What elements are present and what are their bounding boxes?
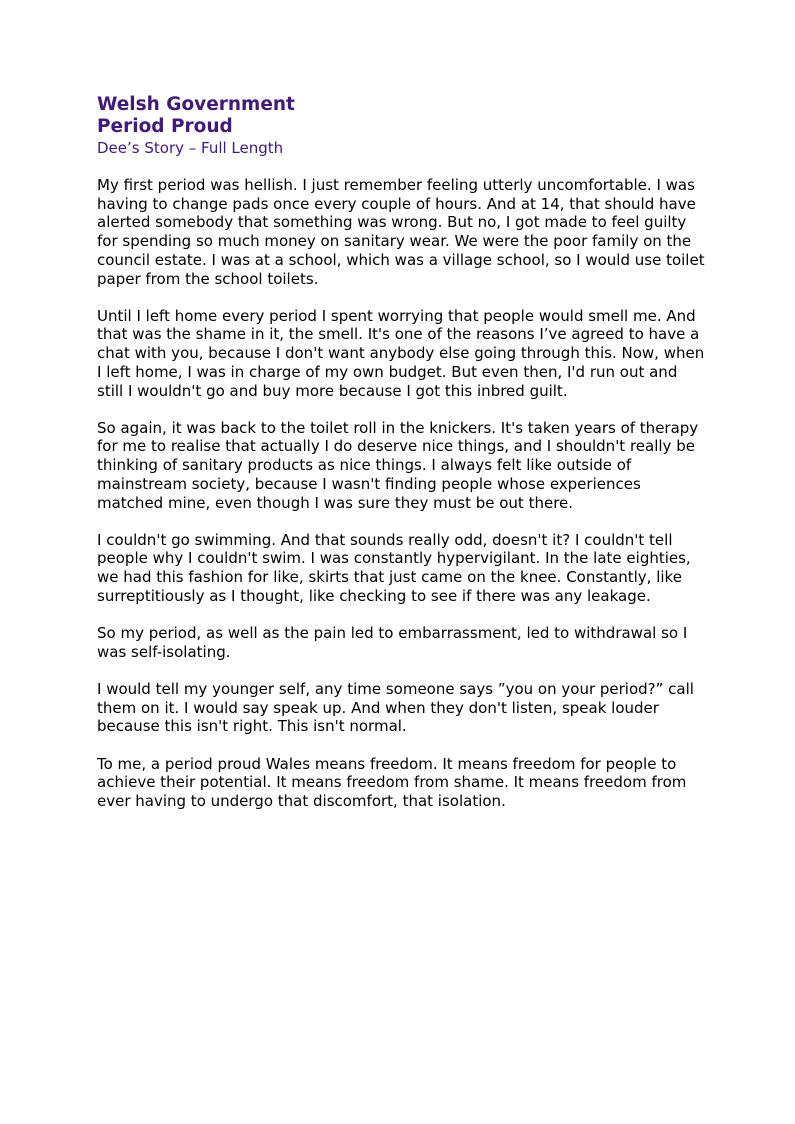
campaign-title: Period Proud — [97, 116, 233, 137]
organisation-title: Welsh Government — [97, 94, 295, 115]
paragraph-7: To me, a period proud Wales means freedom. It means freedom for people to achieve their potential. It means freedom from shame. It means freedom from ever having to undergo that discomfort, that isolation. — [97, 754, 687, 810]
paragraph-1: My first period was hellish. I just remember feeling utterly uncomfortable. I was having to change pads once every couple of hours. And at 14, that should have alerted somebody that something was wrong. But no, I got made to feel guilty for spending so much money on sanitary wear. We were the poor family on the council estate. I was at a school, which was a village school, so I would use toilet paper from the school toilets. — [97, 176, 705, 288]
paragraph-5: So my period, as well as the pain led to embarrassment, led to withdrawal so I was self-isolating. — [97, 624, 688, 661]
paragraph-4: I couldn't go swimming. And that sounds really odd, doesn't it? I couldn't tell people why I couldn't swim. I was constantly hypervigilant. In the late eighties, we had this fashion for like, skirts that just came on the knee. Constantly, like surreptitiously as I thought, like checking to see if there was any leakage. — [97, 530, 691, 605]
paragraph-3: So again, it was back to the toilet roll in the knickers. It's taken years of therapy for me to realise that actually I do deserve nice things, and I shouldn't really be thinking of sanitary products as nice things. I always felt like outside of mainstream society, because I wasn't finding people whose experiences matched mine, even though I was sure they must be out there. — [97, 418, 699, 512]
story-subtitle: Dee’s Story – Full Length — [97, 139, 284, 157]
paragraph-6: I would tell my younger self, any time someone says ”you on your period?” call them on it. I would say speak up. And when they don't listen, speak louder because this isn't right. This isn't normal. — [97, 679, 694, 736]
paragraph-2: Until I left home every period I spent worrying that people would smell me. And that was the shame in it, the smell. It's one of the reasons I’ve agreed to have a chat with you, because I don't want anybody else going through this. Now, when I left home, I was in charge of my own budget. But even then, I'd run out and still I wouldn't go and buy more because I got this inbred guilt. — [97, 306, 705, 400]
document-page — [97, 94, 709, 829]
